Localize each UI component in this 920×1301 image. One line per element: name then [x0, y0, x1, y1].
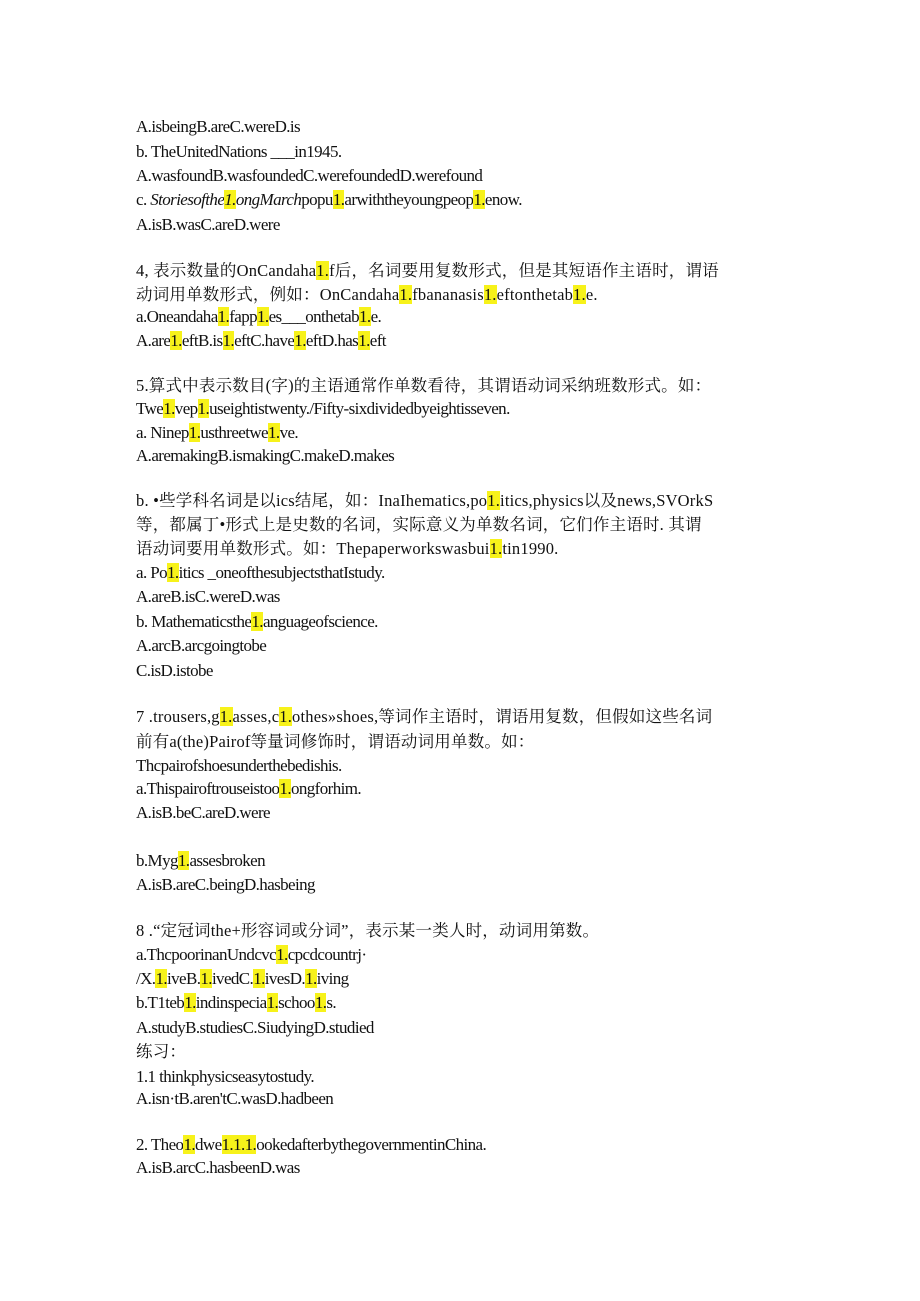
highlighted-text: 1. [188, 423, 201, 442]
text-segment: ookedafterbythegovernmentinChina. [256, 1135, 487, 1154]
text-segment: ve. [279, 423, 299, 442]
text-segment: 8 .“定冠词the+形容词或分词”，表示某一类人时，动词用第数。 [136, 921, 600, 940]
text-line [136, 874, 315, 896]
text-segment: A.areB.isC.wereD.was [136, 587, 280, 606]
text-segment: c. [136, 190, 151, 209]
highlighted-text: 1. [276, 945, 288, 964]
text-segment: A.aremakingB.ismakingC.makeD.makes [136, 446, 395, 465]
highlighted-text: 1. [266, 993, 279, 1012]
text-segment: s. [326, 993, 337, 1012]
highlighted-text: 1. [170, 331, 182, 350]
text-segment: 2. Theo [136, 1135, 184, 1154]
text-segment: ivesD. [264, 969, 306, 988]
text-segment: A.wasfoundB.wasfoundedC.werefoundedD.werefound [136, 166, 483, 185]
text-segment: A.isB.arcC.hasbeenD.was [136, 1158, 300, 1177]
text-segment: 等，都属丁•形式上是史数的名词，实际意义为单数名词，它们作主语时. 其谓 [136, 515, 702, 534]
text-segment: A.isn·tB.aren'tC.wasD.hadbeen [136, 1089, 334, 1108]
text-line [136, 611, 378, 633]
text-segment: iving [316, 969, 349, 988]
text-segment: f后，名词要用复数形式，但是其短语作主语时，谓语 [329, 261, 719, 280]
highlighted-text: 1. [359, 307, 371, 326]
highlighted-text: 1. [167, 563, 179, 582]
text-line [136, 490, 713, 512]
text-segment: 5.算式中表示数目(字)的主语通常作单数看待，其谓语动词采纳班数形式。如： [136, 376, 712, 395]
text-segment: 动词用单数形式，例如：OnCandaha [136, 285, 400, 304]
highlighted-text: 1. [183, 1135, 195, 1154]
text-segment: Twe [136, 399, 164, 418]
text-segment: es___onthetab [268, 307, 359, 326]
text-segment: schoo [278, 993, 315, 1012]
text-segment: iveB. [167, 969, 201, 988]
highlighted-text: 1. [163, 399, 175, 418]
highlighted-text: 1. [222, 331, 235, 350]
text-segment: assesbroken [189, 851, 265, 870]
text-line [136, 755, 342, 777]
highlighted-text: 1. [473, 190, 485, 209]
highlighted-text: 1. [294, 331, 306, 350]
text-segment: eftD.has [305, 331, 359, 350]
text-segment: /X. [136, 969, 156, 988]
text-segment: itics,physics以及news,SVOrkS [500, 491, 714, 510]
highlighted-text: 1. [184, 993, 196, 1012]
text-segment: itics _oneofthesubjectsthatIstudy. [178, 563, 385, 582]
text-segment: C.isD.istobe [136, 661, 213, 680]
highlighted-text: 1. [358, 331, 370, 350]
text-segment: eftonthetab [496, 285, 574, 304]
text-line [136, 514, 702, 536]
text-line [136, 1041, 186, 1063]
highlighted-text: 1. [399, 285, 413, 304]
text-segment: 7 .trousers,g [136, 707, 220, 726]
text-segment: dwe [195, 1135, 222, 1154]
text-segment: 练习： [136, 1042, 187, 1061]
text-line [136, 445, 394, 467]
text-line [136, 116, 300, 138]
text-line [136, 330, 386, 352]
text-line [136, 850, 265, 872]
text-line [136, 214, 280, 236]
text-segment: eft [369, 331, 386, 350]
text-segment: A.are [136, 331, 171, 350]
text-segment: asses,c [232, 707, 280, 726]
text-line [136, 660, 213, 682]
text-segment: Thcpairofshoesunderthebedishis. [136, 756, 342, 775]
text-segment: 前有a(the)Pairof等量词修饰时，谓语动词用单数。如： [136, 732, 535, 751]
text-segment: ongforhim. [290, 779, 362, 798]
text-segment: fapp [229, 307, 258, 326]
text-segment: enow. [484, 190, 522, 209]
text-line [136, 992, 336, 1014]
highlighted-text: 1.1.1. [221, 1135, 257, 1154]
text-segment: ivedC. [211, 969, 254, 988]
text-segment: ongMarch [235, 190, 302, 209]
highlighted-text: 1. [489, 539, 503, 558]
text-line [136, 778, 361, 800]
highlighted-text: 1. [487, 491, 501, 510]
text-line [136, 1134, 486, 1156]
highlighted-text: 1. [279, 707, 293, 726]
highlighted-text: 1. [253, 969, 265, 988]
highlighted-text: 1. [305, 969, 317, 988]
highlighted-text: 1. [251, 612, 263, 631]
text-segment: A.isB.areC.beingD.hasbeing [136, 875, 315, 894]
highlighted-text: 1. [483, 285, 497, 304]
text-segment: othes»shoes,等词作主语时，谓语用复数，但假如这些名词 [292, 707, 713, 726]
text-segment: A.isbeingB.areC.wereD.is [136, 117, 301, 136]
text-segment: A.studyB.studiesC.SiudyingD.studied [136, 1018, 374, 1037]
text-line [136, 1066, 314, 1088]
text-segment: popu [301, 190, 333, 209]
text-segment: Storiesofthe [150, 190, 225, 209]
highlighted-text: 1. [155, 969, 168, 988]
highlighted-text: 1. [573, 285, 586, 304]
text-line [136, 635, 266, 657]
text-segment: A.arcB.arcgoingtobe [136, 636, 267, 655]
text-line [136, 706, 712, 728]
text-segment: A.isB.beC.areD.were [136, 803, 270, 822]
text-line [136, 306, 381, 328]
text-segment: A.isB.wasC.areD.were [136, 215, 280, 234]
text-segment: 语动词要用单数形式。如：Thepaperworkswasbui [136, 539, 490, 558]
text-line [136, 422, 298, 444]
text-segment: cpcdcountrj· [287, 945, 367, 964]
text-segment: b. Mathematicsthe [136, 612, 252, 631]
highlighted-text: 1. [219, 707, 233, 726]
text-segment: a.Oneandaha [136, 307, 218, 326]
text-segment: fbananasis [412, 285, 484, 304]
highlighted-text: 1. [316, 261, 330, 280]
text-line [136, 1157, 300, 1179]
text-segment: e. [370, 307, 382, 326]
text-line [136, 165, 482, 187]
text-segment: b.T1teb [136, 993, 185, 1012]
text-line [136, 375, 711, 397]
text-segment: e. [585, 285, 598, 304]
text-segment: arwiththeyoungpeop [344, 190, 474, 209]
highlighted-text: 1. [177, 851, 190, 870]
text-segment: tin1990. [502, 539, 559, 558]
highlighted-text: 1. [224, 190, 236, 209]
text-segment: useightistwenty./Fifty-sixdividedbyeightisseven. [209, 399, 510, 418]
text-line [136, 968, 349, 990]
highlighted-text: 1. [197, 399, 210, 418]
text-segment: anguageofscience. [262, 612, 378, 631]
highlighted-text: 1. [200, 969, 212, 988]
text-line [136, 731, 535, 753]
text-line [136, 141, 342, 163]
text-line [136, 1088, 333, 1110]
text-line [136, 1017, 374, 1039]
highlighted-text: 1. [257, 307, 269, 326]
text-line [136, 189, 522, 211]
text-line [136, 920, 599, 942]
highlighted-text: 1. [279, 779, 291, 798]
highlighted-text: 1. [217, 307, 230, 326]
text-segment: b.Myg [136, 851, 178, 870]
text-segment: b. •些学科名词是以ics结尾，如：InaIhematics,po [136, 491, 488, 510]
text-segment: a.Thispairoftrouseistoo [136, 779, 280, 798]
text-line [136, 260, 719, 282]
text-segment: a. Po [136, 563, 168, 582]
text-line [136, 562, 385, 584]
text-segment: eftC.have [234, 331, 295, 350]
text-segment: a.ThcpoorinanUndcvc [136, 945, 277, 964]
highlighted-text: 1. [268, 423, 280, 442]
text-line [136, 538, 559, 560]
highlighted-text: 1. [314, 993, 327, 1012]
text-segment: 1.1 thinkphysicseasytostudy. [136, 1067, 315, 1086]
text-line [136, 944, 366, 966]
text-segment: eftB.is [181, 331, 223, 350]
text-segment: b. TheUnitedNations ___in1945. [136, 142, 342, 161]
highlighted-text: 1. [332, 190, 345, 209]
text-line [136, 586, 280, 608]
text-line [136, 284, 598, 306]
text-segment: indinspecia [195, 993, 267, 1012]
text-line [136, 398, 510, 420]
text-segment: vep [174, 399, 198, 418]
text-segment: usthreetwe [200, 423, 268, 442]
text-line [136, 802, 270, 824]
text-segment: 4, 表示数量的OnCandaha [136, 261, 317, 280]
text-segment: a. Ninep [136, 423, 189, 442]
